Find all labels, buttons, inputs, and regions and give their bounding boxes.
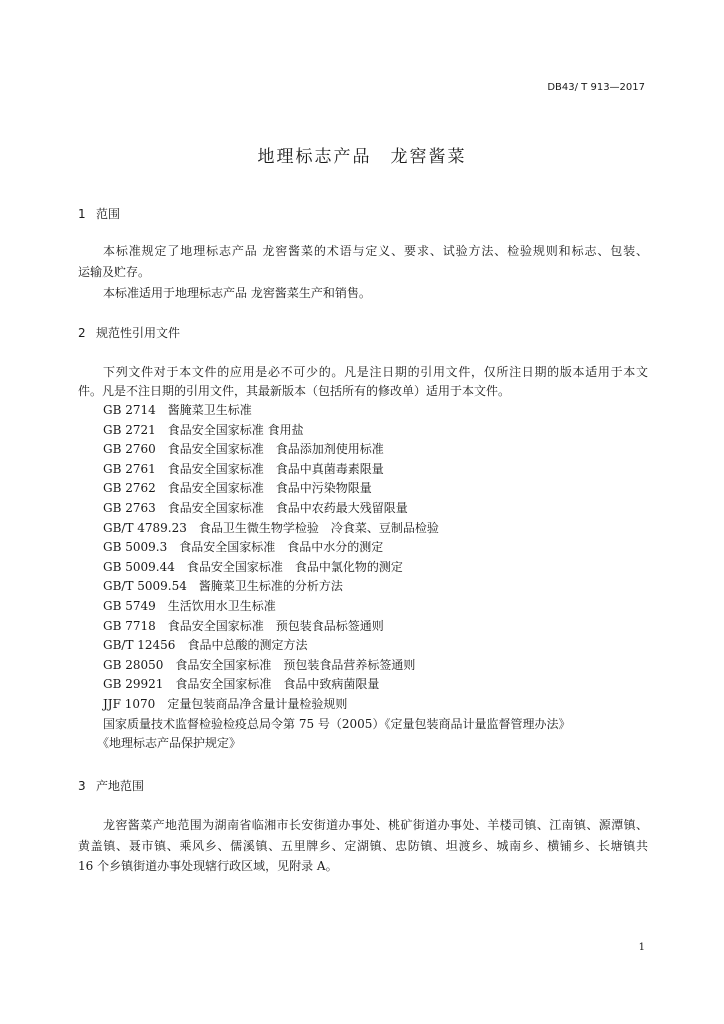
reference-title: 生活饮用水卫生标准 — [167, 598, 276, 613]
reference-code: GB 2760 — [103, 442, 156, 457]
reference-item — [103, 715, 648, 735]
reference-title: 食品安全国家标准 预包装食品标签通则 — [167, 618, 384, 633]
reference-item — [103, 636, 648, 656]
paragraph-line: 本标准适用于地理标志产品 龙窖酱菜生产和销售。 — [103, 286, 371, 300]
reference-title: 酱腌菜卫生标准 — [167, 403, 252, 417]
section-heading-normative-references — [78, 325, 180, 341]
document-title: 地理标志产品 龙窖酱菜 — [257, 147, 467, 167]
reference-title: 食品安全国家标准 食用盐 — [167, 422, 304, 437]
section-number: 3 — [78, 779, 86, 793]
reference-item — [103, 617, 648, 637]
reference-item — [103, 695, 648, 715]
reference-item — [103, 479, 648, 499]
paragraph-line: 黄盖镇、聂市镇、乘风乡、儒溪镇、五里牌乡、定湖镇、忠防镇、坦渡乡、城南乡、横铺乡、长塘镇共 — [78, 839, 648, 853]
reference-code: GB 5009.44 — [103, 559, 175, 574]
reference-title: 食品安全国家标准 预包装食品营养标签通则 — [175, 657, 416, 672]
reference-code: GB 2761 — [103, 461, 156, 476]
section-heading-scope — [78, 206, 120, 222]
reference-item — [103, 597, 648, 617]
reference-code: GB 28050 — [103, 657, 164, 672]
reference-item — [103, 675, 648, 695]
reference-code: GB 5749 — [103, 598, 156, 613]
reference-title: 食品卫生微生物学检验 冷食菜、豆制品检验 — [198, 520, 439, 535]
reference-item — [103, 558, 648, 578]
paragraph-line: 件。凡是不注日期的引用文件，其最新版本（包括所有的修改单）适用于本文件。 — [78, 384, 511, 398]
page-number: 1 — [638, 942, 645, 953]
reference-item — [103, 577, 648, 597]
reference-item — [103, 656, 648, 676]
reference-title: 食品安全国家标准 食品中污染物限量 — [167, 481, 372, 496]
section-title: 范围 — [96, 207, 121, 221]
reference-item — [103, 460, 648, 480]
reference-title: 酱腌菜卫生标准的分析方法 — [198, 579, 343, 594]
reference-title: 食品安全国家标准 食品中农药最大残留限量 — [167, 500, 408, 515]
paragraph-line: 本标准规定了地理标志产品 龙窖酱菜的术语与定义、要求、试验方法、检验规则和标志、包装、 — [103, 244, 648, 258]
reference-item — [103, 440, 648, 460]
reference-code: JJF 1070 — [103, 696, 156, 711]
reference-code: GB 5009.3 — [103, 540, 168, 555]
reference-item — [103, 499, 648, 519]
section-heading-production-area — [78, 778, 144, 794]
reference-title: 定量包装商品净含量计量检验规则 — [167, 696, 348, 711]
reference-code: GB/T 4789.23 — [103, 520, 187, 535]
reference-title: 食品安全国家标准 食品中水分的测定 — [179, 540, 384, 555]
reference-list — [97, 401, 648, 754]
reference-title: 食品安全国家标准 食品添加剂使用标准 — [167, 442, 384, 457]
reference-code: GB/T 12456 — [103, 638, 176, 653]
section-title: 规范性引用文件 — [96, 326, 181, 340]
document-code: DB43/ T 913—2017 — [547, 82, 645, 93]
reference-title: 国家质量技术监督检验检疫总局令第 75 号（2005）《定量包装商品计量监督管理办法》 — [103, 716, 571, 731]
paragraph-line: 运输及贮存。 — [78, 265, 151, 279]
reference-code: GB 29921 — [103, 677, 164, 692]
reference-title: 《地理标志产品保护规定》 — [97, 736, 242, 751]
reference-code: GB 2763 — [103, 500, 156, 515]
section-number: 1 — [78, 207, 86, 221]
reference-code: GB 2714 — [103, 403, 156, 417]
reference-title: 食品安全国家标准 食品中真菌毒素限量 — [167, 461, 384, 476]
reference-item — [103, 519, 648, 539]
section-number: 2 — [78, 326, 86, 340]
reference-code: GB 2762 — [103, 481, 156, 496]
paragraph-line: 16 个乡镇街道办事处现辖行政区域，见附录 A。 — [78, 859, 338, 873]
reference-item — [103, 421, 648, 441]
paragraph-line: 龙窖酱菜产地范围为湖南省临湘市长安街道办事处、桃矿街道办事处、羊楼司镇、江南镇、源潭镇、 — [103, 818, 648, 832]
reference-item — [103, 538, 648, 558]
reference-code: GB/T 5009.54 — [103, 579, 187, 594]
reference-item — [103, 401, 648, 421]
reference-item — [97, 734, 648, 754]
reference-title: 食品安全国家标准 食品中氯化物的测定 — [186, 559, 403, 574]
reference-code: GB 7718 — [103, 618, 156, 633]
section-title: 产地范围 — [96, 779, 145, 793]
reference-title: 食品安全国家标准 食品中致病菌限量 — [175, 677, 380, 692]
reference-code: GB 2721 — [103, 422, 156, 437]
reference-title: 食品中总酸的测定方法 — [187, 638, 308, 653]
paragraph-line: 下列文件对于本文件的应用是必不可少的。凡是注日期的引用文件，仅所注日期的版本适用于本文 — [103, 365, 648, 379]
